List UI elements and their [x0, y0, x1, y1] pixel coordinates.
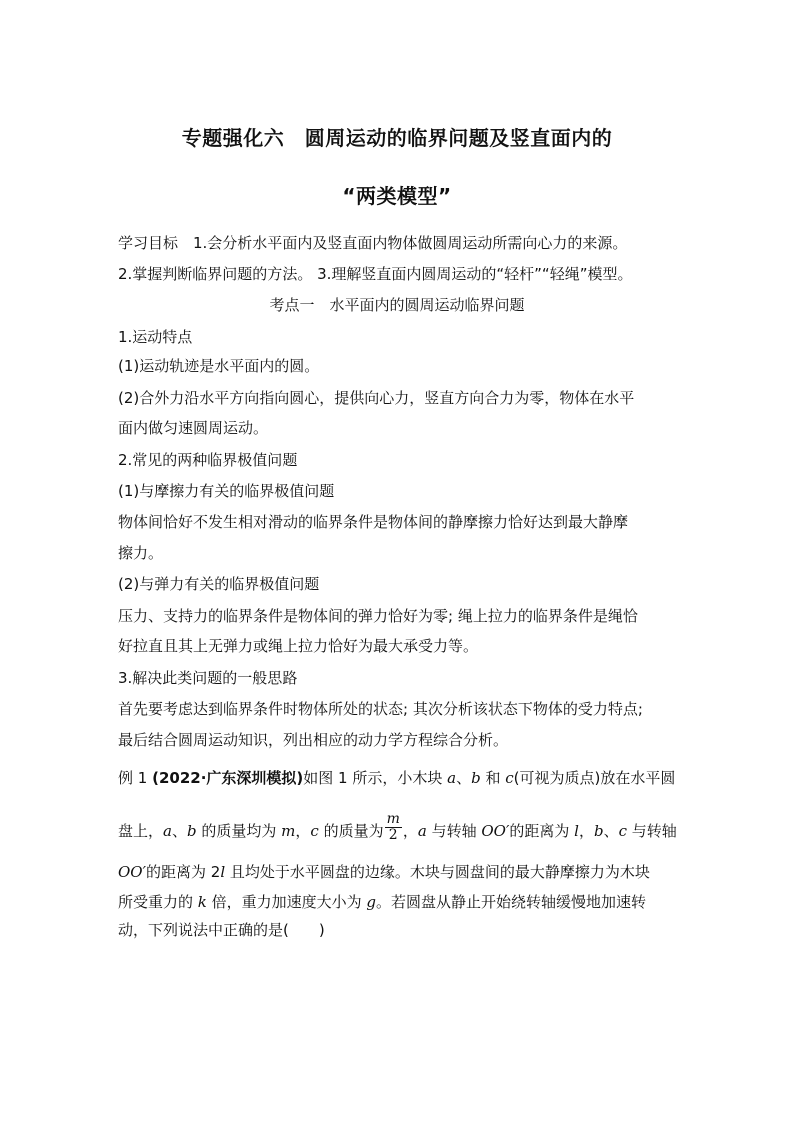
example-text: 的质量均为	[196, 822, 282, 840]
var-l: l	[220, 863, 226, 881]
section-heading: 考点一 水平面内的圆周运动临界问题	[269, 296, 525, 314]
point2-sub1: (1)与摩擦力有关的临界极值问题	[118, 482, 335, 500]
example-source: (2022·广东深圳模拟)	[152, 769, 304, 787]
example-text: 的质量为	[318, 822, 384, 840]
var-c: c	[505, 769, 514, 787]
var-a: a	[447, 769, 457, 787]
axis-oo: OO′	[118, 863, 147, 881]
example-line5: 动，下列说法中正确的是( )	[118, 921, 325, 939]
var-b: b	[471, 769, 481, 787]
example-text: 的距离为	[509, 822, 575, 840]
fraction-numerator: m	[386, 811, 400, 827]
point1-item2-line2: 面内做匀速圆周运动。	[118, 419, 269, 437]
var-g: g	[366, 893, 377, 911]
var-l: l	[574, 822, 579, 840]
var-b: b	[594, 822, 604, 840]
learning-goals-line1: 学习目标 1.会分析水平面内及竖直面内物体做圆周运动所需向心力的来源。	[118, 234, 628, 252]
point1-item1: (1)运动轨迹是水平面内的圆。	[118, 357, 320, 375]
separator: 、	[456, 769, 472, 787]
var-a: a	[417, 822, 427, 840]
example-text: (可视为质点)放在水平圆	[513, 769, 676, 787]
example-text: 与转轴	[627, 822, 677, 840]
conjunction: 和	[480, 769, 506, 787]
point2-heading: 2.常见的两种临界极值问题	[118, 451, 298, 469]
example-line3	[118, 862, 678, 882]
learning-goals-line2: 2.掌握判断临界问题的方法。 3.理解竖直面内圆周运动的“轻杆”“轻绳”模型。	[118, 265, 633, 283]
example-text: 。若圆盘从静止开始绕转轴缓慢地加速转	[376, 893, 647, 911]
separator: ，	[295, 822, 311, 840]
point1-heading: 1.运动特点	[118, 328, 193, 346]
var-c: c	[310, 822, 319, 840]
fraction-denominator: 2	[388, 827, 398, 843]
var-m: m	[281, 822, 296, 840]
point3-heading: 3.解决此类问题的一般思路	[118, 669, 298, 687]
example-line1	[118, 768, 678, 788]
separator: ，	[402, 822, 418, 840]
var-k: k	[197, 893, 207, 911]
example-text: 且均处于水平圆盘的边缘。木块与圆盘间的最大静摩擦力为木块	[225, 863, 650, 881]
page-title-line2: “两类模型”	[342, 184, 452, 208]
var-a: a	[163, 822, 172, 840]
axis-oo: OO′	[481, 822, 510, 840]
point3-text-line1: 首先要考虑达到临界条件时物体所处的状态; 其次分析该状态下物体的受力特点;	[118, 700, 643, 718]
separator: 、	[171, 822, 187, 840]
example-line2	[118, 811, 678, 847]
var-c: c	[618, 822, 628, 840]
example-line4	[118, 892, 678, 912]
point2-sub2-text-line2: 好拉直且其上无弹力或绳上拉力恰好为最大承受力等。	[118, 637, 479, 655]
page-title-line1: 专题强化六 圆周运动的临界问题及竖直面内的	[181, 126, 613, 150]
var-b: b	[186, 822, 197, 840]
separator: ，	[578, 822, 594, 840]
example-text: 所受重力的	[118, 893, 198, 911]
fraction-m-over-2	[385, 812, 402, 843]
point1-item2-line1: (2)合外力沿水平方向指向圆心，提供向心力，竖直方向合力为零，物体在水平	[118, 389, 635, 407]
separator: 、	[603, 822, 619, 840]
example-text: 的距离为 2	[146, 863, 221, 881]
point2-sub2-text-line1: 压力、支持力的临界条件是物体间的弹力恰好为零; 绳上拉力的临界条件是绳恰	[118, 607, 638, 625]
example-text: 如图 1 所示，小木块	[303, 769, 448, 787]
point2-sub1-text-line1: 物体间恰好不发生相对滑动的临界条件是物体间的静摩擦力恰好达到最大静摩	[118, 513, 629, 531]
example-label: 例 1	[118, 769, 148, 787]
example-text: 盘上，	[118, 822, 164, 840]
example-text: 与转轴	[426, 822, 482, 840]
example-text: 倍，重力加速度大小为	[206, 893, 367, 911]
point2-sub1-text-line2: 擦力。	[118, 544, 164, 562]
point2-sub2: (2)与弹力有关的临界极值问题	[118, 575, 320, 593]
point3-text-line2: 最后结合圆周运动知识，列出相应的动力学方程综合分析。	[118, 731, 509, 749]
